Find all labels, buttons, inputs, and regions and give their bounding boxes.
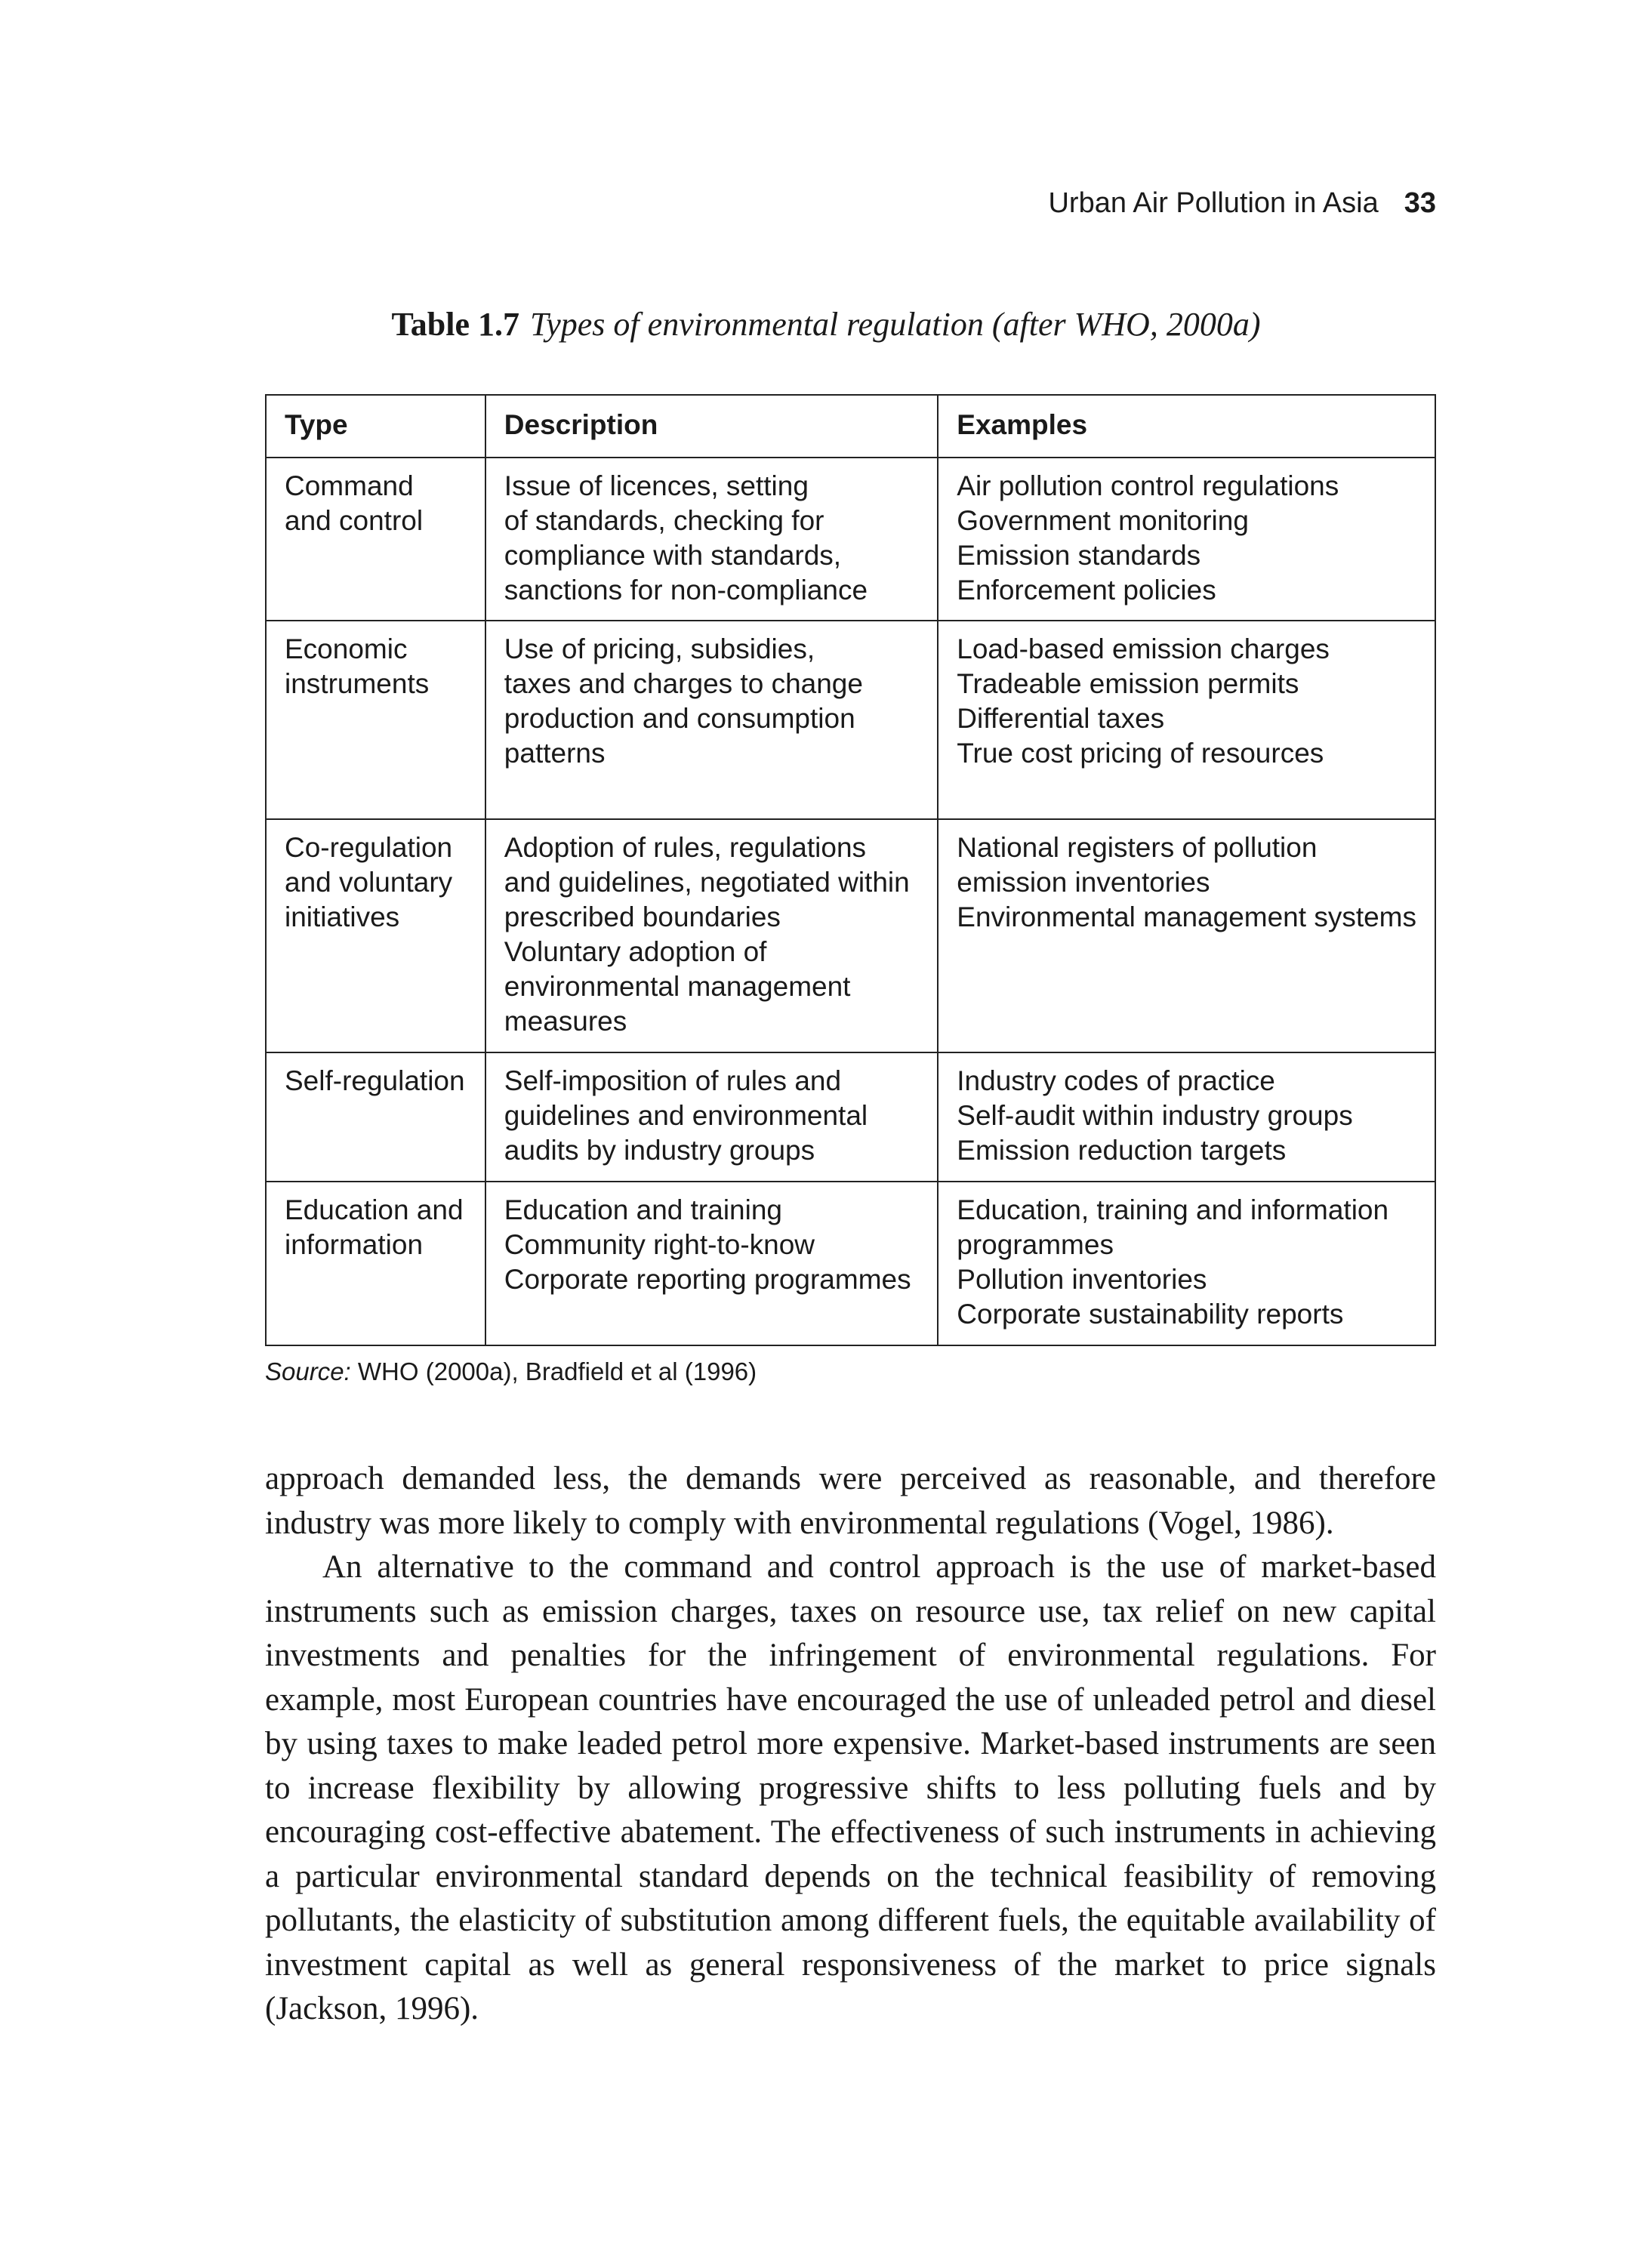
cell-line: and guidelines, negotiated within — [504, 867, 910, 898]
cell-line: prescribed boundaries — [504, 901, 781, 932]
header-examples: Examples — [938, 395, 1435, 458]
cell-type — [266, 1052, 485, 1182]
cell-line: Issue of licences, setting — [504, 470, 809, 501]
table-row — [266, 458, 1435, 621]
source-label: Source: — [265, 1357, 351, 1385]
cell-line: compliance with standards, — [504, 540, 842, 571]
table-header-row — [266, 395, 1435, 458]
header-description: Description — [485, 395, 938, 458]
table-row — [266, 621, 1435, 819]
cell-examples — [938, 1182, 1435, 1345]
caption-title: Types of environmental regulation (after WHO, 2000a) — [530, 306, 1261, 343]
cell-line: Education and training — [504, 1194, 783, 1225]
cell-description — [485, 1182, 938, 1345]
cell-line: Command — [285, 470, 414, 501]
cell-line: Air pollution control regulations — [957, 470, 1339, 501]
paragraph: approach demanded less, the demands were perceived as reasonable, and therefore industry was more likely to comply with environmental regulations (Vogel, 1986). — [265, 1461, 1436, 1541]
running-header — [1048, 187, 1436, 220]
cell-type — [266, 458, 485, 621]
cell-line: emission inventories — [957, 867, 1210, 898]
cell-line: Load-based emission charges — [957, 633, 1330, 664]
cell-line: initiatives — [285, 901, 400, 932]
cell-line: audits by industry groups — [504, 1135, 815, 1166]
cell-line: Industry codes of practice — [957, 1065, 1275, 1096]
regulation-table — [265, 394, 1436, 1346]
cell-line: Education and — [285, 1194, 464, 1225]
cell-examples — [938, 1052, 1435, 1182]
cell-line: Self-audit within industry groups — [957, 1100, 1353, 1131]
cell-line: Emission standards — [957, 540, 1201, 571]
cell-line: instruments — [285, 668, 430, 699]
cell-line: Corporate sustainability reports — [957, 1299, 1344, 1330]
paragraph: An alternative to the command and control approach is the use of market-based instruments such as emission charges, taxes on resource use, tax relief on new capital investments and penalties for the infringement of environmental regulations. For example, most European countries have encouraged the use of unleaded petrol and diesel by using taxes to make leaded petrol more expensive. Market-based instruments are seen to increase flexibility by allowing progressive shifts to less polluting fuels and by encouraging cost-effective abatement. The effectiveness of such instruments in achieving a particular environmental standard depends on the technical feasibility of removing pollutants, the elasticity of substitution among different fuels, the equitable availability of investment capital as well as general responsiveness of the market to price signals (Jackson, 1996). — [265, 1549, 1436, 2026]
table-row — [266, 1182, 1435, 1345]
cell-line: Corporate reporting programmes — [504, 1264, 911, 1295]
cell-line: Economic — [285, 633, 408, 664]
cell-line: Pollution inventories — [957, 1264, 1207, 1295]
cell-description — [485, 819, 938, 1052]
cell-line: Self-regulation — [285, 1065, 465, 1096]
table-row — [266, 819, 1435, 1052]
cell-line: Government monitoring — [957, 505, 1249, 536]
cell-line: Enforcement policies — [957, 575, 1216, 606]
cell-line: environmental management — [504, 971, 851, 1002]
cell-examples — [938, 621, 1435, 819]
cell-type — [266, 1182, 485, 1345]
cell-line: of standards, checking for — [504, 505, 824, 536]
cell-line: True cost pricing of resources — [957, 738, 1324, 769]
header-type: Type — [266, 395, 485, 458]
cell-type — [266, 819, 485, 1052]
running-title: Urban Air Pollution in Asia — [1048, 187, 1379, 219]
cell-line: and control — [285, 505, 424, 536]
cell-line: Tradeable emission permits — [957, 668, 1299, 699]
cell-line: Use of pricing, subsidies, — [504, 633, 815, 664]
cell-line: information — [285, 1229, 424, 1260]
cell-line: Education, training and information — [957, 1194, 1389, 1225]
cell-line: and voluntary — [285, 867, 453, 898]
cell-line: Emission reduction targets — [957, 1135, 1287, 1166]
cell-line: Environmental management systems — [957, 901, 1416, 932]
caption-label: Table 1.7 — [391, 306, 520, 343]
cell-examples — [938, 458, 1435, 621]
table-source — [265, 1357, 757, 1386]
cell-line: Adoption of rules, regulations — [504, 832, 867, 863]
cell-line: guidelines and environmental — [504, 1100, 868, 1131]
cell-description — [485, 621, 938, 819]
table-row — [266, 1052, 1435, 1182]
cell-line: sanctions for non-compliance — [504, 575, 868, 606]
cell-line: programmes — [957, 1229, 1114, 1260]
cell-line: production and consumption — [504, 703, 855, 734]
cell-description — [485, 1052, 938, 1182]
cell-line: Differential taxes — [957, 703, 1165, 734]
source-text: WHO (2000a), Bradfield et al (1996) — [357, 1357, 757, 1385]
cell-description — [485, 458, 938, 621]
body-text — [265, 1457, 1436, 2032]
cell-line: patterns — [504, 738, 606, 769]
cell-line: National registers of pollution — [957, 832, 1318, 863]
cell-line: measures — [504, 1006, 627, 1037]
cell-examples — [938, 819, 1435, 1052]
cell-line: Self-imposition of rules and — [504, 1065, 842, 1096]
cell-line: Community right-to-know — [504, 1229, 815, 1260]
cell-line: taxes and charges to change — [504, 668, 863, 699]
page-number: 33 — [1404, 187, 1436, 219]
cell-line: Voluntary adoption of — [504, 936, 767, 967]
cell-type — [266, 621, 485, 819]
table-caption — [0, 305, 1652, 344]
cell-line: Co-regulation — [285, 832, 453, 863]
